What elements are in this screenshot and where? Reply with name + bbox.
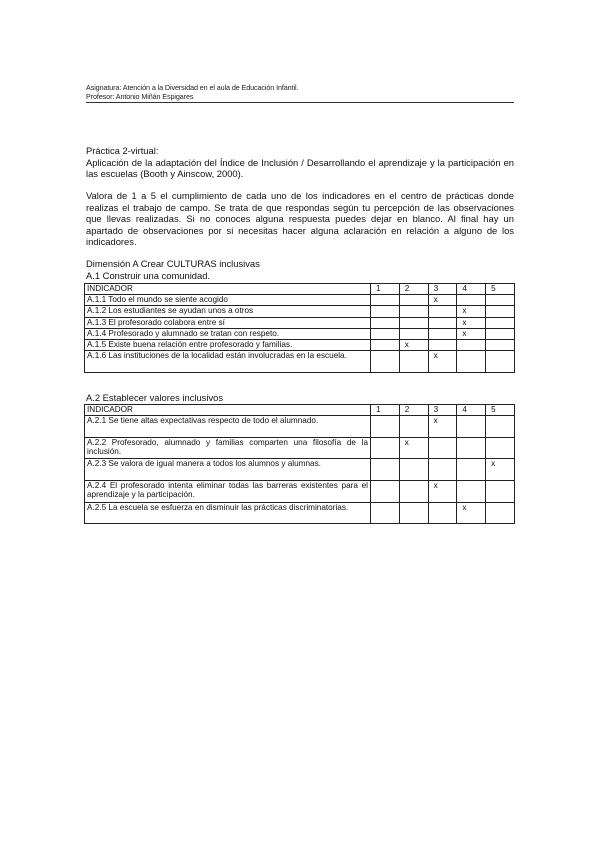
rating-cell-2[interactable]: [399, 416, 428, 438]
rating-cell-1[interactable]: [371, 416, 400, 438]
indicator-text: A.1.6 Las instituciones de la localidad están involucradas en la escuela.: [85, 351, 371, 373]
indicator-text: A.2.4 El profesorado intenta eliminar todas las barreras existentes para el aprendizaje y la participación.: [85, 480, 371, 502]
table-row: [85, 306, 515, 317]
rating-cell-3[interactable]: [428, 459, 457, 481]
table-row: [85, 328, 515, 339]
indicator-table-a1: [84, 283, 515, 373]
column-header-1: 1: [371, 284, 400, 295]
indicator-text: A.1.5 Existe buena relación entre profesorado y familias.: [85, 339, 371, 350]
professor-line: Profesor: Antonio Miñán Espigares: [86, 92, 194, 101]
rating-cell-4[interactable]: [457, 339, 486, 350]
rating-cell-5[interactable]: [486, 328, 515, 339]
rating-cell-4[interactable]: x: [457, 328, 486, 339]
rating-cell-1[interactable]: [371, 328, 400, 339]
column-header-2: 2: [399, 284, 428, 295]
column-header-2: 2: [399, 405, 428, 416]
rating-cell-5[interactable]: [486, 295, 515, 306]
indicator-text: A.2.3 Se valora de igual manera a todos los alumnos y alumnas.: [85, 459, 371, 481]
rating-cell-2[interactable]: [399, 502, 428, 524]
rating-cell-4[interactable]: x: [457, 317, 486, 328]
rating-cell-5[interactable]: [486, 502, 515, 524]
indicator-text: A.1.1 Todo el mundo se siente acogido: [85, 295, 371, 306]
rating-cell-4[interactable]: x: [457, 306, 486, 317]
indicator-text: A.1.3 El profesorado colabora entre sí: [85, 317, 371, 328]
rating-cell-4[interactable]: [457, 295, 486, 306]
rating-cell-1[interactable]: [371, 351, 400, 373]
rating-cell-1[interactable]: [371, 306, 400, 317]
rating-cell-1[interactable]: [371, 317, 400, 328]
rating-cell-5[interactable]: x: [486, 459, 515, 481]
rating-cell-3[interactable]: [428, 502, 457, 524]
table-row: [85, 416, 515, 438]
rating-cell-2[interactable]: [399, 328, 428, 339]
rating-cell-1[interactable]: [371, 339, 400, 350]
rating-cell-3[interactable]: [428, 437, 457, 459]
rating-cell-2[interactable]: [399, 459, 428, 481]
column-header-4: 4: [457, 284, 486, 295]
column-header-5: 5: [486, 284, 515, 295]
rating-cell-2[interactable]: [399, 317, 428, 328]
rating-cell-3[interactable]: [428, 306, 457, 317]
table-row: [85, 295, 515, 306]
rating-cell-1[interactable]: [371, 502, 400, 524]
indicator-table-a2: [84, 404, 515, 524]
table-row: [85, 339, 515, 350]
rating-cell-3[interactable]: x: [428, 416, 457, 438]
rating-cell-3[interactable]: [428, 317, 457, 328]
rating-cell-2[interactable]: [399, 480, 428, 502]
rating-cell-1[interactable]: [371, 459, 400, 481]
column-header-3: 3: [428, 284, 457, 295]
rating-cell-1[interactable]: [371, 437, 400, 459]
rating-cell-5[interactable]: [486, 416, 515, 438]
rating-cell-3[interactable]: x: [428, 480, 457, 502]
rating-cell-3[interactable]: x: [428, 295, 457, 306]
intro-title-block: [86, 145, 514, 180]
rating-cell-2[interactable]: [399, 295, 428, 306]
column-header-5: 5: [486, 405, 515, 416]
rating-cell-1[interactable]: [371, 295, 400, 306]
rating-cell-2[interactable]: [399, 306, 428, 317]
table-row: [85, 502, 515, 524]
rating-cell-4[interactable]: [457, 416, 486, 438]
rating-cell-2[interactable]: [399, 351, 428, 373]
rating-cell-4[interactable]: [457, 351, 486, 373]
column-header-1: 1: [371, 405, 400, 416]
rating-cell-2[interactable]: x: [399, 437, 428, 459]
rating-cell-4[interactable]: [457, 480, 486, 502]
indicator-text: A.1.4 Profesorado y alumnado se tratan con respeto.: [85, 328, 371, 339]
column-header-indicator: INDICADOR: [85, 405, 371, 416]
rating-cell-3[interactable]: x: [428, 351, 457, 373]
rating-cell-2[interactable]: x: [399, 339, 428, 350]
indicator-text: A.2.2 Profesorado, alumnado y familias comparten una filosofía de la inclusión.: [85, 437, 371, 459]
rating-cell-5[interactable]: [486, 339, 515, 350]
rating-cell-4[interactable]: x: [457, 502, 486, 524]
document-header: [86, 83, 514, 103]
column-header-3: 3: [428, 405, 457, 416]
rating-cell-3[interactable]: [428, 328, 457, 339]
rating-cell-5[interactable]: [486, 480, 515, 502]
practice-title: Práctica 2-virtual:: [86, 145, 159, 156]
table-row: [85, 459, 515, 481]
table-header-row: [85, 405, 515, 416]
rating-cell-3[interactable]: [428, 339, 457, 350]
indicator-text: A.2.1 Se tiene altas expectativas respecto de todo el alumnado.: [85, 416, 371, 438]
rating-cell-4[interactable]: [457, 459, 486, 481]
practice-subtitle: Aplicación de la adaptación del Índice de Inclusión / Desarrollando el aprendizaje y la participación en las escuelas (Booth y Ainscow, 2000).: [86, 156, 514, 180]
table-2-heading: A.2 Establecer valores inclusivos: [86, 392, 224, 403]
table-1-heading: A.1 Construir una comunidad.: [86, 270, 211, 281]
indicator-text: A.2.5 La escuela se esfuerza en disminuir las prácticas discriminatorias.: [85, 502, 371, 524]
table-header-row: [85, 284, 515, 295]
table-row: [85, 480, 515, 502]
course-line: Asignatura: Atención a la Diversidad en el aula de Educación Infantil.: [86, 83, 299, 92]
rating-cell-4[interactable]: [457, 437, 486, 459]
table-row: [85, 317, 515, 328]
instructions-paragraph: Valora de 1 a 5 el cumplimiento de cada uno de los indicadores en el centro de prácticas donde realizas el trabajo de campo. Se trata de que respondas según tu percepción de las observaciones que llevas realizadas. Si no conoces alguna respuesta puedes dejar en blanco. Al final hay un apartado de observaciones por si necesitas hacer alguna aclaración en relación a alguno de los indicadores.: [86, 190, 514, 248]
rating-cell-5[interactable]: [486, 317, 515, 328]
column-header-indicator: INDICADOR: [85, 284, 371, 295]
rating-cell-1[interactable]: [371, 480, 400, 502]
indicator-text: A.1.2 Los estudiantes se ayudan unos a otros: [85, 306, 371, 317]
rating-cell-5[interactable]: [486, 437, 515, 459]
column-header-4: 4: [457, 405, 486, 416]
rating-cell-5[interactable]: [486, 306, 515, 317]
table-row: [85, 351, 515, 373]
table-row: [85, 437, 515, 459]
dimension-title: Dimensión A Crear CULTURAS inclusivas: [86, 258, 260, 269]
instructions-block: [86, 190, 514, 248]
rating-cell-5[interactable]: [486, 351, 515, 373]
